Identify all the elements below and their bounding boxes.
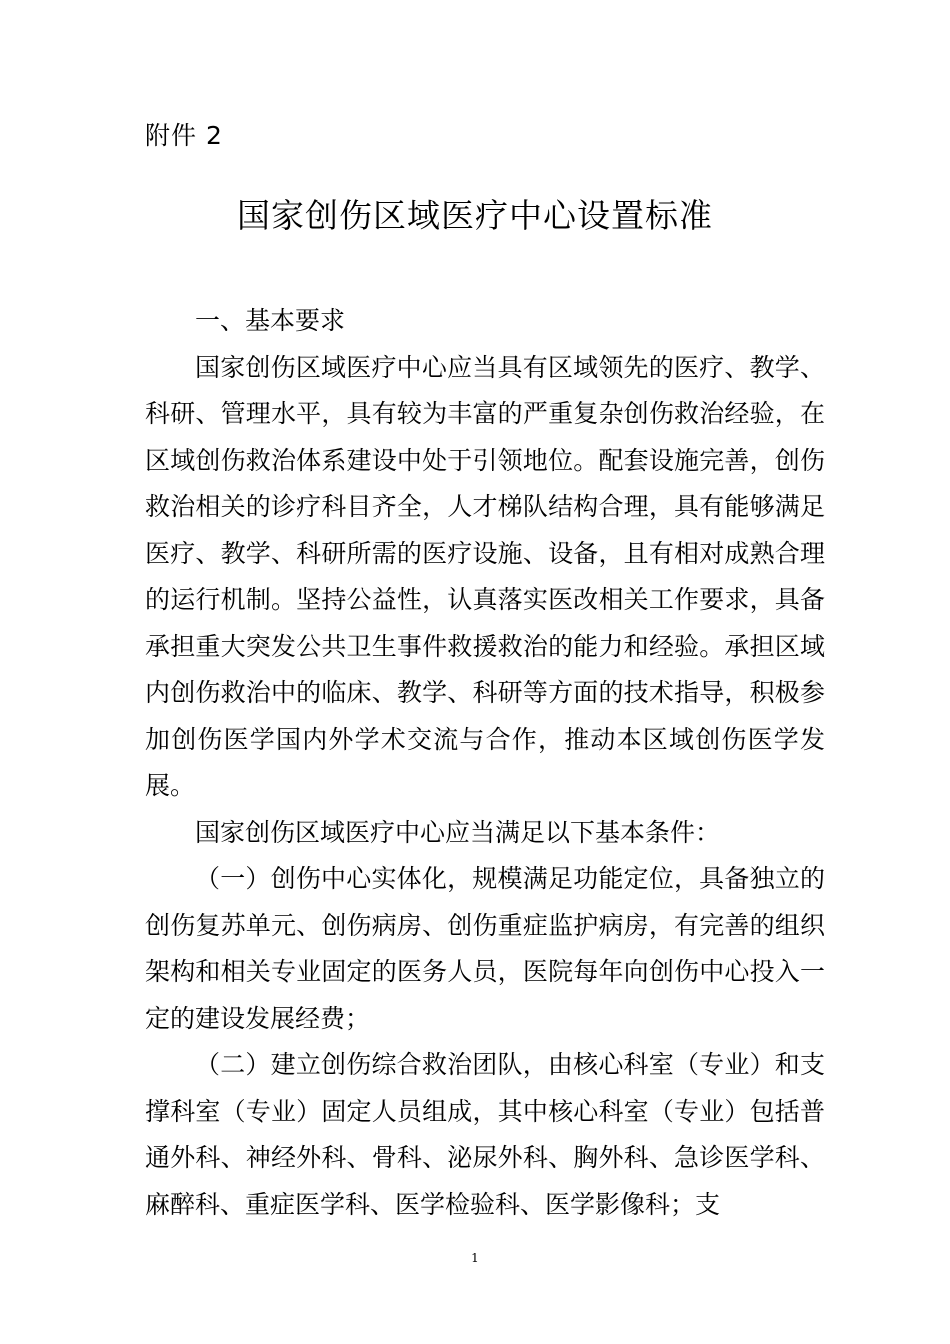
body-paragraph: （二）建立创伤综合救治团队，由核心科室（专业）和支撑科室（专业）固定人员组成，其中核心科室（专业）包括普通外科、神经外科、骨科、泌尿外科、胸外科、急诊医学科、麻醉科、重症医学科、医学检验科、医学影像科；支 bbox=[145, 1050, 825, 1219]
document-title: 国家创伤区域医疗中心设置标准 bbox=[237, 196, 713, 235]
body-paragraph: 国家创伤区域医疗中心应当具有区域领先的医疗、教学、科研、管理水平，具有较为丰富的严重复杂创伤救治经验，在区域创伤救治体系建设中处于引领地位。配套设施完善，创伤救治相关的诊疗科目齐全，人才梯队结构合理，具有能够满足医疗、教学、科研所需的医疗设施、设备，且有相对成熟合理的运行机制。坚持公益性，认真落实医改相关工作要求，具备承担重大突发公共卫生事件救援救治的能力和经验。承担区域内创伤救治中的临床、教学、科研等方面的技术指导，积极参加创伤医学国内外学术交流与合作，推动本区域创伤医学发展。 bbox=[145, 352, 825, 800]
document-body bbox=[145, 298, 825, 1228]
page-number: 1 bbox=[471, 1251, 479, 1265]
body-paragraph: （一）创伤中心实体化，规模满足功能定位，具备独立的创伤复苏单元、创伤病房、创伤重症监护病房，有完善的组织架构和相关专业固定的医务人员，医院每年向创伤中心投入一定的建设发展经费； bbox=[145, 864, 825, 1033]
section-heading: 一、基本要求 bbox=[195, 306, 346, 335]
body-paragraph: 国家创伤区域医疗中心应当满足以下基本条件： bbox=[195, 817, 721, 847]
attachment-label: 附件 2 bbox=[145, 121, 223, 150]
